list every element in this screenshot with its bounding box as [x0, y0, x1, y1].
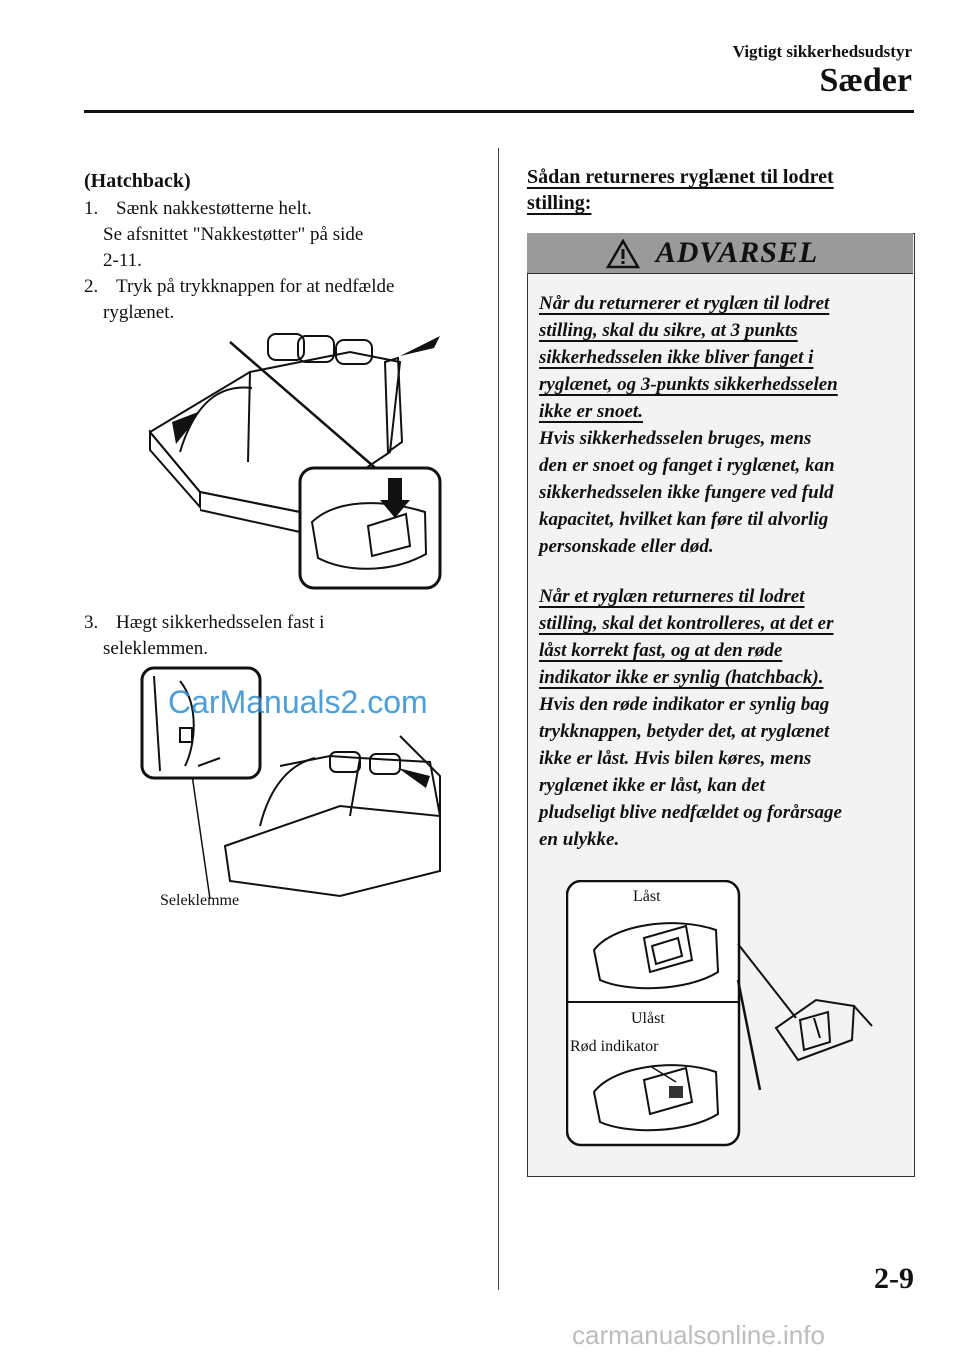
watermark-text: CarManuals2.com	[168, 684, 428, 720]
return-heading-line-2: stilling:	[527, 192, 592, 214]
warning-para-2-line-3: sikkerhedsselen ikke fungere ved fuld	[539, 482, 834, 503]
step-2-line-1: Tryk på trykknappen for at nedfælde	[116, 276, 395, 297]
section-title: Vigtigt sikkerhedsudstyr	[732, 42, 912, 61]
warning-para-4-line-6: en ulykke.	[539, 829, 620, 850]
warning-para-1-line-4: ryglænet, og 3-punkts sikkerhedsselen	[539, 374, 838, 395]
column-divider	[498, 148, 499, 1290]
warning-para-1-line-2: stilling, skal du sikre, at 3 punkts	[539, 320, 798, 341]
header-divider	[84, 110, 914, 113]
warning-para-2-line-1: Hvis sikkerhedsselen bruges, mens	[539, 428, 812, 449]
warning-para-4-line-3: ikke er låst. Hvis bilen køres, mens	[539, 748, 812, 769]
warning-para-2-line-4: kapacitet, hvilket kan føre til alvorlig	[539, 509, 829, 530]
label-unlocked: Ulåst	[631, 1010, 665, 1027]
step-1-line-2: Se afsnittet "Nakkestøtter" på side	[103, 224, 364, 245]
warning-para-3-line-1: Når et ryglæn returneres til lodret	[539, 586, 805, 607]
warning-para-2-line-5: personskade eller død.	[539, 536, 714, 557]
warning-para-3-line-2: stilling, skal det kontrolleres, at det er	[539, 613, 834, 634]
lock-indicator-illustration	[566, 880, 878, 1150]
warning-title: ADVARSEL	[655, 236, 819, 269]
step-3-line-1: Hægt sikkerhedsselen fast i	[116, 612, 325, 633]
step-1-number: 1.	[84, 198, 99, 219]
warning-para-1-line-3: sikkerhedsselen ikke bliver fanget i	[539, 347, 814, 368]
warning-para-3-line-3: låst korrekt fast, og at den røde	[539, 640, 783, 661]
warning-para-4-line-5: pludseligt blive nedfældet og forårsage	[539, 802, 842, 823]
return-heading-line-1: Sådan returneres ryglænet til lodret	[527, 166, 834, 188]
step-1-line-3: 2-11.	[103, 250, 142, 271]
step-2-line-2: ryglænet.	[103, 302, 175, 323]
warning-para-1-line-1: Når du returnerer et ryglæn til lodret	[539, 293, 830, 314]
page-title: Sæder	[819, 62, 912, 99]
seleklemme-caption: Seleklemme	[160, 892, 240, 909]
step-3-number: 3.	[84, 612, 99, 633]
label-red-indicator: Rød indikator	[570, 1038, 659, 1055]
warning-para-3-line-4: indikator ikke er synlig (hatchback).	[539, 667, 824, 688]
warning-para-1-line-5: ikke er snoet.	[539, 401, 643, 422]
warning-para-2-line-2: den er snoet og fanget i ryglænet, kan	[539, 455, 835, 476]
step-1-line-1: Sænk nakkestøtterne helt.	[116, 198, 312, 219]
hatchback-heading: (Hatchback)	[84, 170, 191, 192]
footer-watermark: carmanualsonline.info	[572, 1320, 825, 1350]
page-number: 2-9	[874, 1262, 914, 1295]
warning-para-4-line-4: ryglænet ikke er låst, kan det	[539, 775, 765, 796]
warning-para-4-line-2: trykknappen, betyder det, at ryglænet	[539, 721, 830, 742]
step-2-number: 2.	[84, 276, 99, 297]
step-3-line-2: seleklemmen.	[103, 638, 208, 659]
label-locked: Låst	[633, 888, 661, 905]
seat-fold-illustration	[140, 322, 442, 590]
warning-para-4-line-1: Hvis den røde indikator er synlig bag	[539, 694, 830, 715]
